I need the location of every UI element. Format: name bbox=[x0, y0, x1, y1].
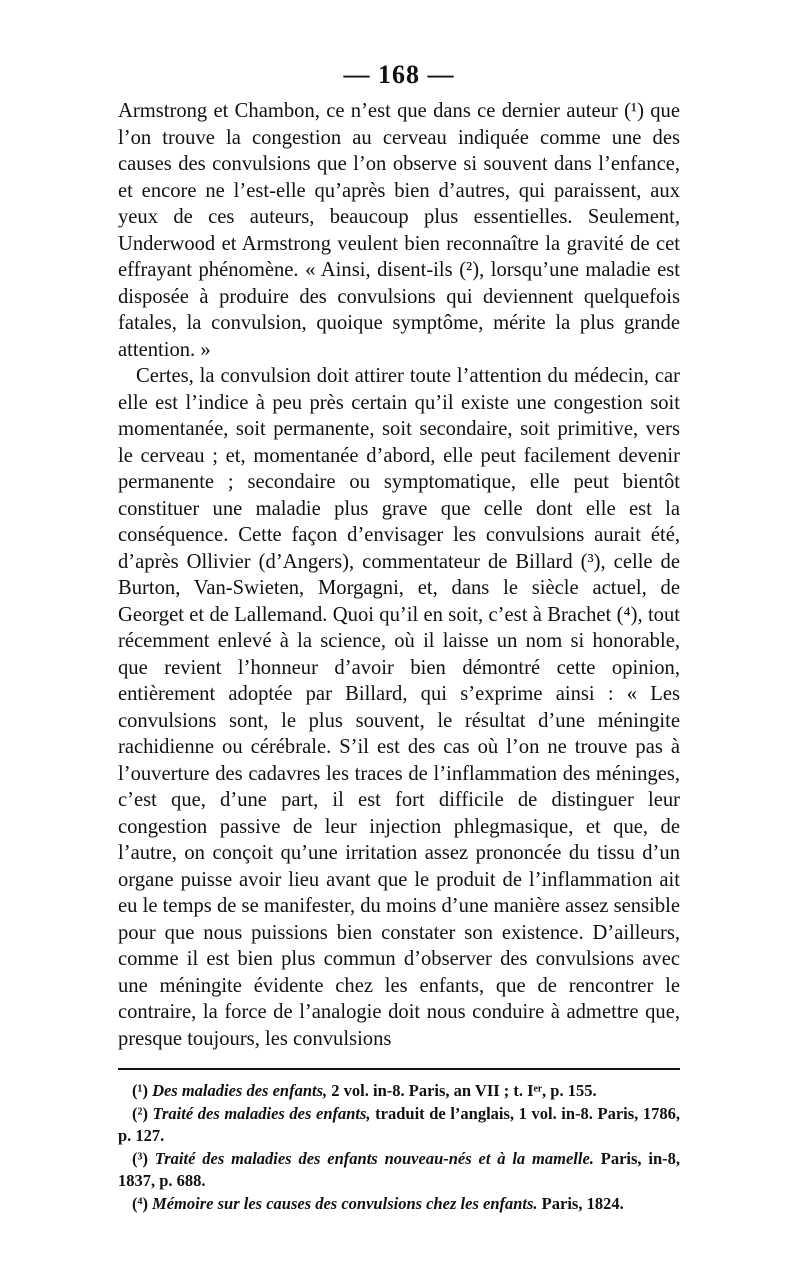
body-text bbox=[118, 98, 680, 1052]
footnote-details: 2 vol. in-8. Paris, an VII ; t. Iᵉʳ, p. 155. bbox=[327, 1081, 597, 1100]
footnote-2 bbox=[118, 1103, 680, 1148]
footnote-marker: (¹) bbox=[132, 1081, 148, 1100]
footnote-title: Mémoire sur les causes des convulsions chez les enfants. bbox=[152, 1193, 538, 1213]
paragraph-1: Armstrong et Chambon, ce n’est que dans ce dernier auteur (¹) que l’on trouve la congestion au cerveau indiquée comme une des causes des convulsions que l’on observe si souvent dans l’enfance, et encore ne l’est-elle qu’après bien d’autres, qui paraissent, aux yeux de ces auteurs, beaucoup plus essentielles. Seulement, Underwood et Armstrong veulent bien reconnaître la gravité de cet effrayant phénomène. « Ainsi, disent-ils (²), lorsqu’une maladie est disposée à produire des convulsions qui deviennent quelquefois fatales, la convulsion, quoique symptôme, mérite la plus grande attention. » bbox=[118, 100, 680, 361]
footnote-divider bbox=[118, 1068, 680, 1070]
footnote-marker: (²) bbox=[132, 1103, 148, 1123]
footnote-marker: (⁴) bbox=[132, 1193, 148, 1213]
footnote-title: Traité des maladies des enfants, bbox=[152, 1103, 371, 1123]
footnote-details: traduit de l’anglais, 1 vol. in-8. Paris, 1786, p. 127. bbox=[118, 1103, 681, 1145]
footnote-title: Traité des maladies des enfants nouveau-nés et à la mamelle. bbox=[154, 1148, 594, 1168]
footnote-marker: (³) bbox=[132, 1148, 148, 1168]
page-number: — 168 — bbox=[343, 60, 455, 89]
footnote-3 bbox=[118, 1148, 680, 1193]
paragraph-2: Certes, la convulsion doit attirer toute l’attention du médecin, car elle est l’indice à peu près certain qu’il existe une congestion soit momentanée, soit permanente, soit secondaire, soit primitive, vers le cerveau ; et, momentanée d’abord, elle peut facilement devenir permanente ; secondaire ou symptomatique, elle peut bientôt constituer une maladie plus grave que celle dont elle est la conséquence. Cette façon d’envisager les convulsions aurait été, d’après Ollivier (d’Angers), commentateur de Billard (³), celle de Burton, Van-Swieten, Morgagni, et, dans le siècle actuel, de Georget et de Lallemand. Quoi qu’il en soit, c’est à Brachet (⁴), tout récemment enlevé à la science, où il laisse un nom si honorable, que revient l’honneur d’avoir bien démontré cette opinion, entièrement adoptée par Billard, qui s’exprime ainsi : « Les convulsions sont, le plus souvent, le résultat d’une méningite rachidienne ou cérébrale. S’il est des cas où l’on ne trouve pas à l’ouverture des cadavres les traces de l’inflammation des méninges, c’est que, d’une part, il est fort difficile de distinguer leur congestion passive de leur injection phlegmasique, et que, de l’autre, on conçoit qu’une irritation assez prononcée du tissu d’un organe puisse avoir lieu avant que le produit de l’inflammation ait eu le temps de se manifester, du moins d’une manière assez sensible pour que nous puissions bien constater son existence. D’ailleurs, comme il est bien plus commun d’observer des convulsions avec une méningite évidente chez les enfants, que de rencontrer le contraire, la force de l’analogie doit nous conduire à admettre que, presque toujours, les convulsions bbox=[118, 365, 680, 1050]
footnote-1 bbox=[118, 1080, 680, 1103]
footnote-details: Paris, in-8, 1837, p. 688. bbox=[118, 1148, 680, 1190]
footnotes bbox=[118, 1080, 680, 1215]
footnote-title: Des maladies des enfants, bbox=[152, 1081, 328, 1100]
footnote-details: Paris, 1824. bbox=[537, 1193, 624, 1213]
book-page bbox=[118, 58, 680, 1215]
footnote-4 bbox=[118, 1193, 680, 1216]
